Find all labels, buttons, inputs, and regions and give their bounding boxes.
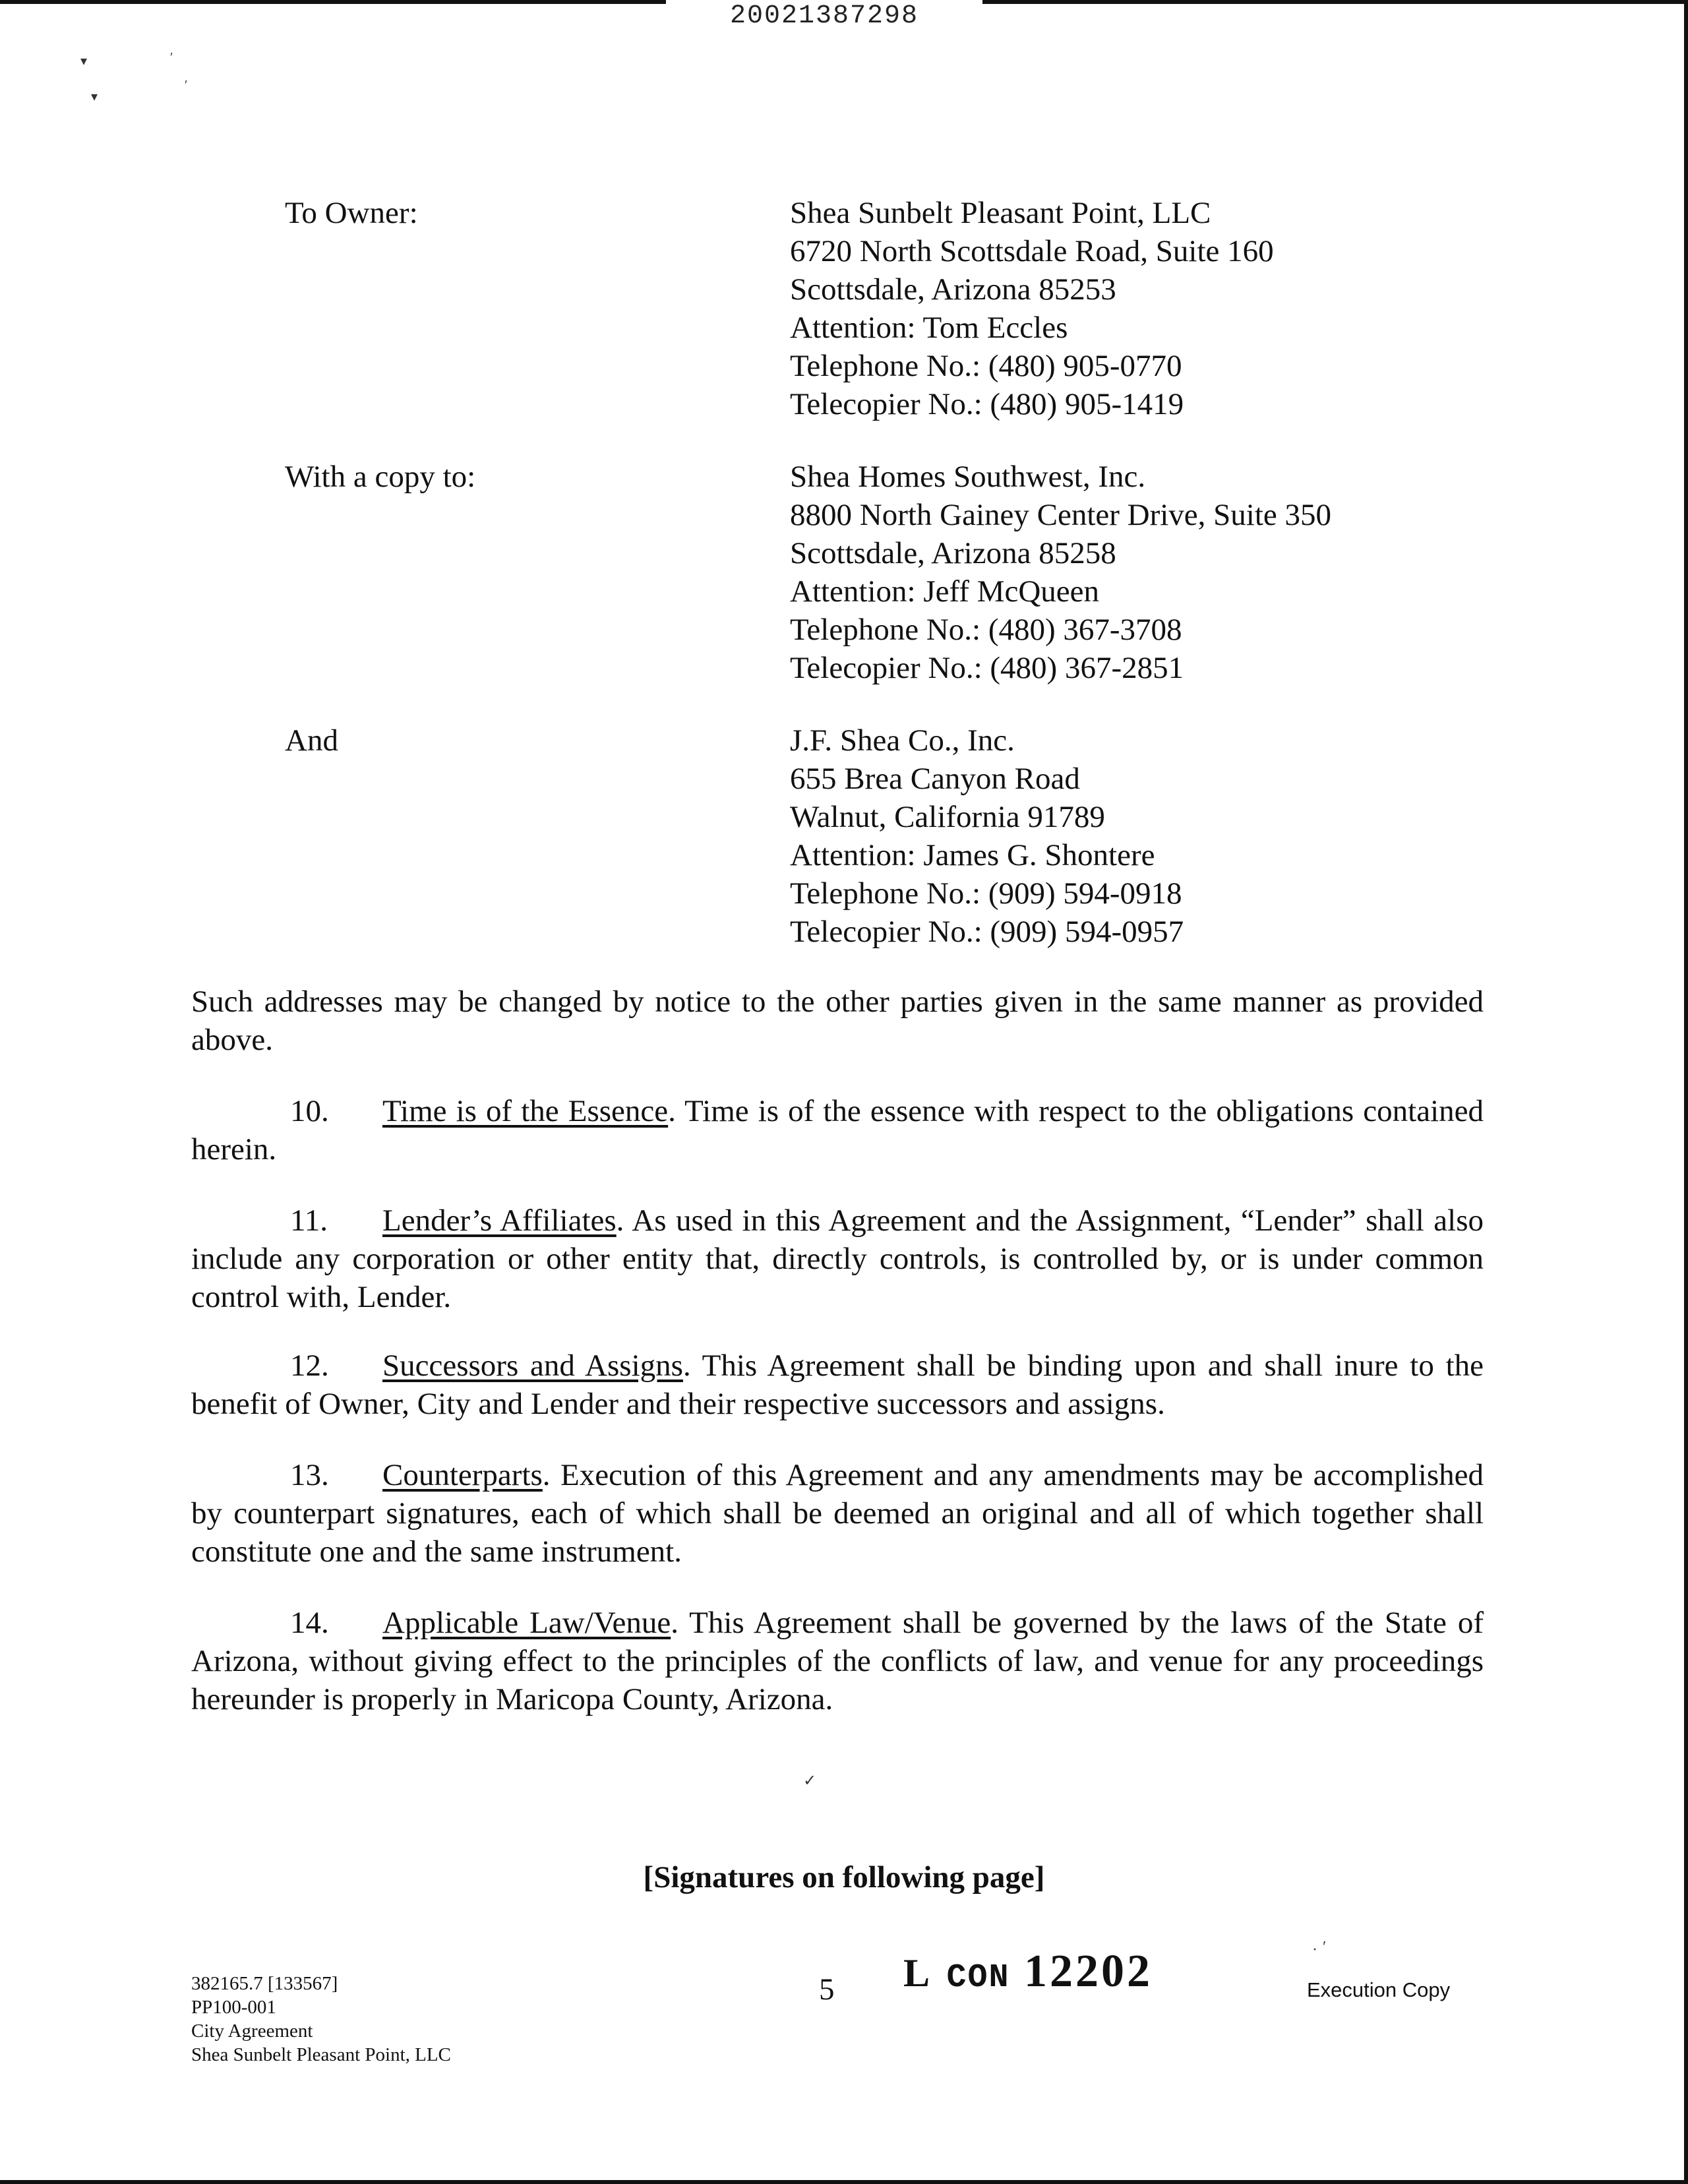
- addresses-note: Such addresses may be changed by notice to the other parties given in the same manner as provided above.: [191, 985, 1484, 1057]
- stamp-prefix: L: [903, 1951, 933, 1995]
- contract-stamp: [903, 1945, 1153, 1998]
- stamp-number: 12202: [1024, 1946, 1153, 1997]
- address-line: Attention: Jeff McQueen: [790, 574, 1100, 609]
- page-frame-bottom: [0, 2180, 1688, 2184]
- section-text: . This Agreement shall be binding upon and shall inure to the benefit of Owner, City and Lender and their respective successors and assigns.: [191, 1349, 1484, 1421]
- notice-address: [790, 721, 1184, 951]
- section-number: 13.: [290, 1458, 329, 1492]
- recording-number: 20021387298: [729, 1, 919, 31]
- section-text: . Execution of this Agreement and any amendments may be accomplished by counterpart signatures, each of which shall be deemed an original and all of which together shall constitute one and the same instrument.: [191, 1458, 1484, 1569]
- section-text: . Time is of the essence with respect to the obligations contained herein.: [191, 1094, 1484, 1167]
- address-line: 8800 North Gainey Center Drive, Suite 350: [790, 498, 1332, 532]
- section-14: [191, 1604, 1484, 1718]
- section-heading: Successors and Assigns: [382, 1349, 683, 1383]
- stamp-con: CON: [946, 1959, 1010, 1997]
- section-heading: Lender’s Affiliates: [382, 1203, 617, 1238]
- footer-line: 382165.7 [133567]: [191, 1973, 338, 1994]
- scan-mark: ′: [1323, 1939, 1327, 1956]
- footer-line: PP100-001: [191, 1997, 276, 2018]
- scan-mark: ✓: [803, 1773, 817, 1790]
- footer-line: Shea Sunbelt Pleasant Point, LLC: [191, 2044, 451, 2065]
- notice-block-and: [285, 721, 1472, 959]
- address-line: Attention: James G. Shontere: [790, 838, 1155, 872]
- signature-note: [Signatures on following page]: [643, 1860, 1045, 1895]
- section-12: [191, 1347, 1484, 1423]
- section-text: . As used in this Agreement and the Assignment, “Lender” shall also include any corporation or other entity that, directly controls, is controlled by, or is under common control with, Lender.: [191, 1203, 1484, 1314]
- execution-copy-label: Execution Copy: [1307, 1978, 1451, 2001]
- footer-doc-info: [191, 1972, 451, 2067]
- section-number: 11.: [290, 1203, 328, 1238]
- notice-block-owner: [285, 194, 1472, 431]
- address-line: J.F. Shea Co., Inc.: [790, 723, 1015, 758]
- section-heading: Counterparts: [382, 1458, 543, 1492]
- section-10: [191, 1092, 1484, 1168]
- scan-mark: ·: [1312, 1941, 1317, 1958]
- address-line: 655 Brea Canyon Road: [790, 762, 1080, 796]
- address-line: Telephone No.: (480) 367-3708: [790, 613, 1182, 647]
- address-line: Telecopier No.: (480) 905-1419: [790, 387, 1184, 421]
- section-text: . This Agreement shall be governed by the laws of the State of Arizona, without giving effect to the principles of the conflicts of law, and venue for any proceedings hereunder is properly in Maricopa County, Arizona.: [191, 1606, 1484, 1716]
- section-number: 12.: [290, 1349, 329, 1383]
- address-line: Telephone No.: (480) 905-0770: [790, 349, 1182, 383]
- section-13: [191, 1456, 1484, 1571]
- notice-label: And: [285, 723, 338, 758]
- address-line: Scottsdale, Arizona 85253: [790, 272, 1116, 307]
- notice-address: [790, 194, 1274, 423]
- page-number: 5: [819, 1972, 835, 2007]
- address-line: Scottsdale, Arizona 85258: [790, 536, 1116, 570]
- address-line: Telephone No.: (909) 594-0918: [790, 876, 1182, 911]
- section-heading: Time is of the Essence: [382, 1094, 669, 1128]
- address-line: Telecopier No.: (480) 367-2851: [790, 651, 1184, 685]
- address-line: Attention: Tom Eccles: [790, 311, 1068, 345]
- address-line: 6720 North Scottsdale Road, Suite 160: [790, 234, 1274, 268]
- section-11: [191, 1201, 1484, 1316]
- page-frame-right: [1684, 0, 1688, 2184]
- notice-label: With a copy to:: [285, 460, 476, 494]
- section-heading: Applicable Law/Venue: [382, 1606, 671, 1640]
- section-number: 14.: [290, 1606, 329, 1640]
- section-number: 10.: [290, 1094, 329, 1128]
- address-line: Shea Homes Southwest, Inc.: [790, 460, 1146, 494]
- notice-block-copy: [285, 458, 1472, 695]
- address-line: Shea Sunbelt Pleasant Point, LLC: [790, 196, 1211, 230]
- notice-label: To Owner:: [285, 196, 418, 230]
- address-line: Walnut, California 91789: [790, 800, 1105, 834]
- footer-line: City Agreement: [191, 2020, 313, 2042]
- address-line: Telecopier No.: (909) 594-0957: [790, 915, 1184, 949]
- notice-address: [790, 458, 1331, 687]
